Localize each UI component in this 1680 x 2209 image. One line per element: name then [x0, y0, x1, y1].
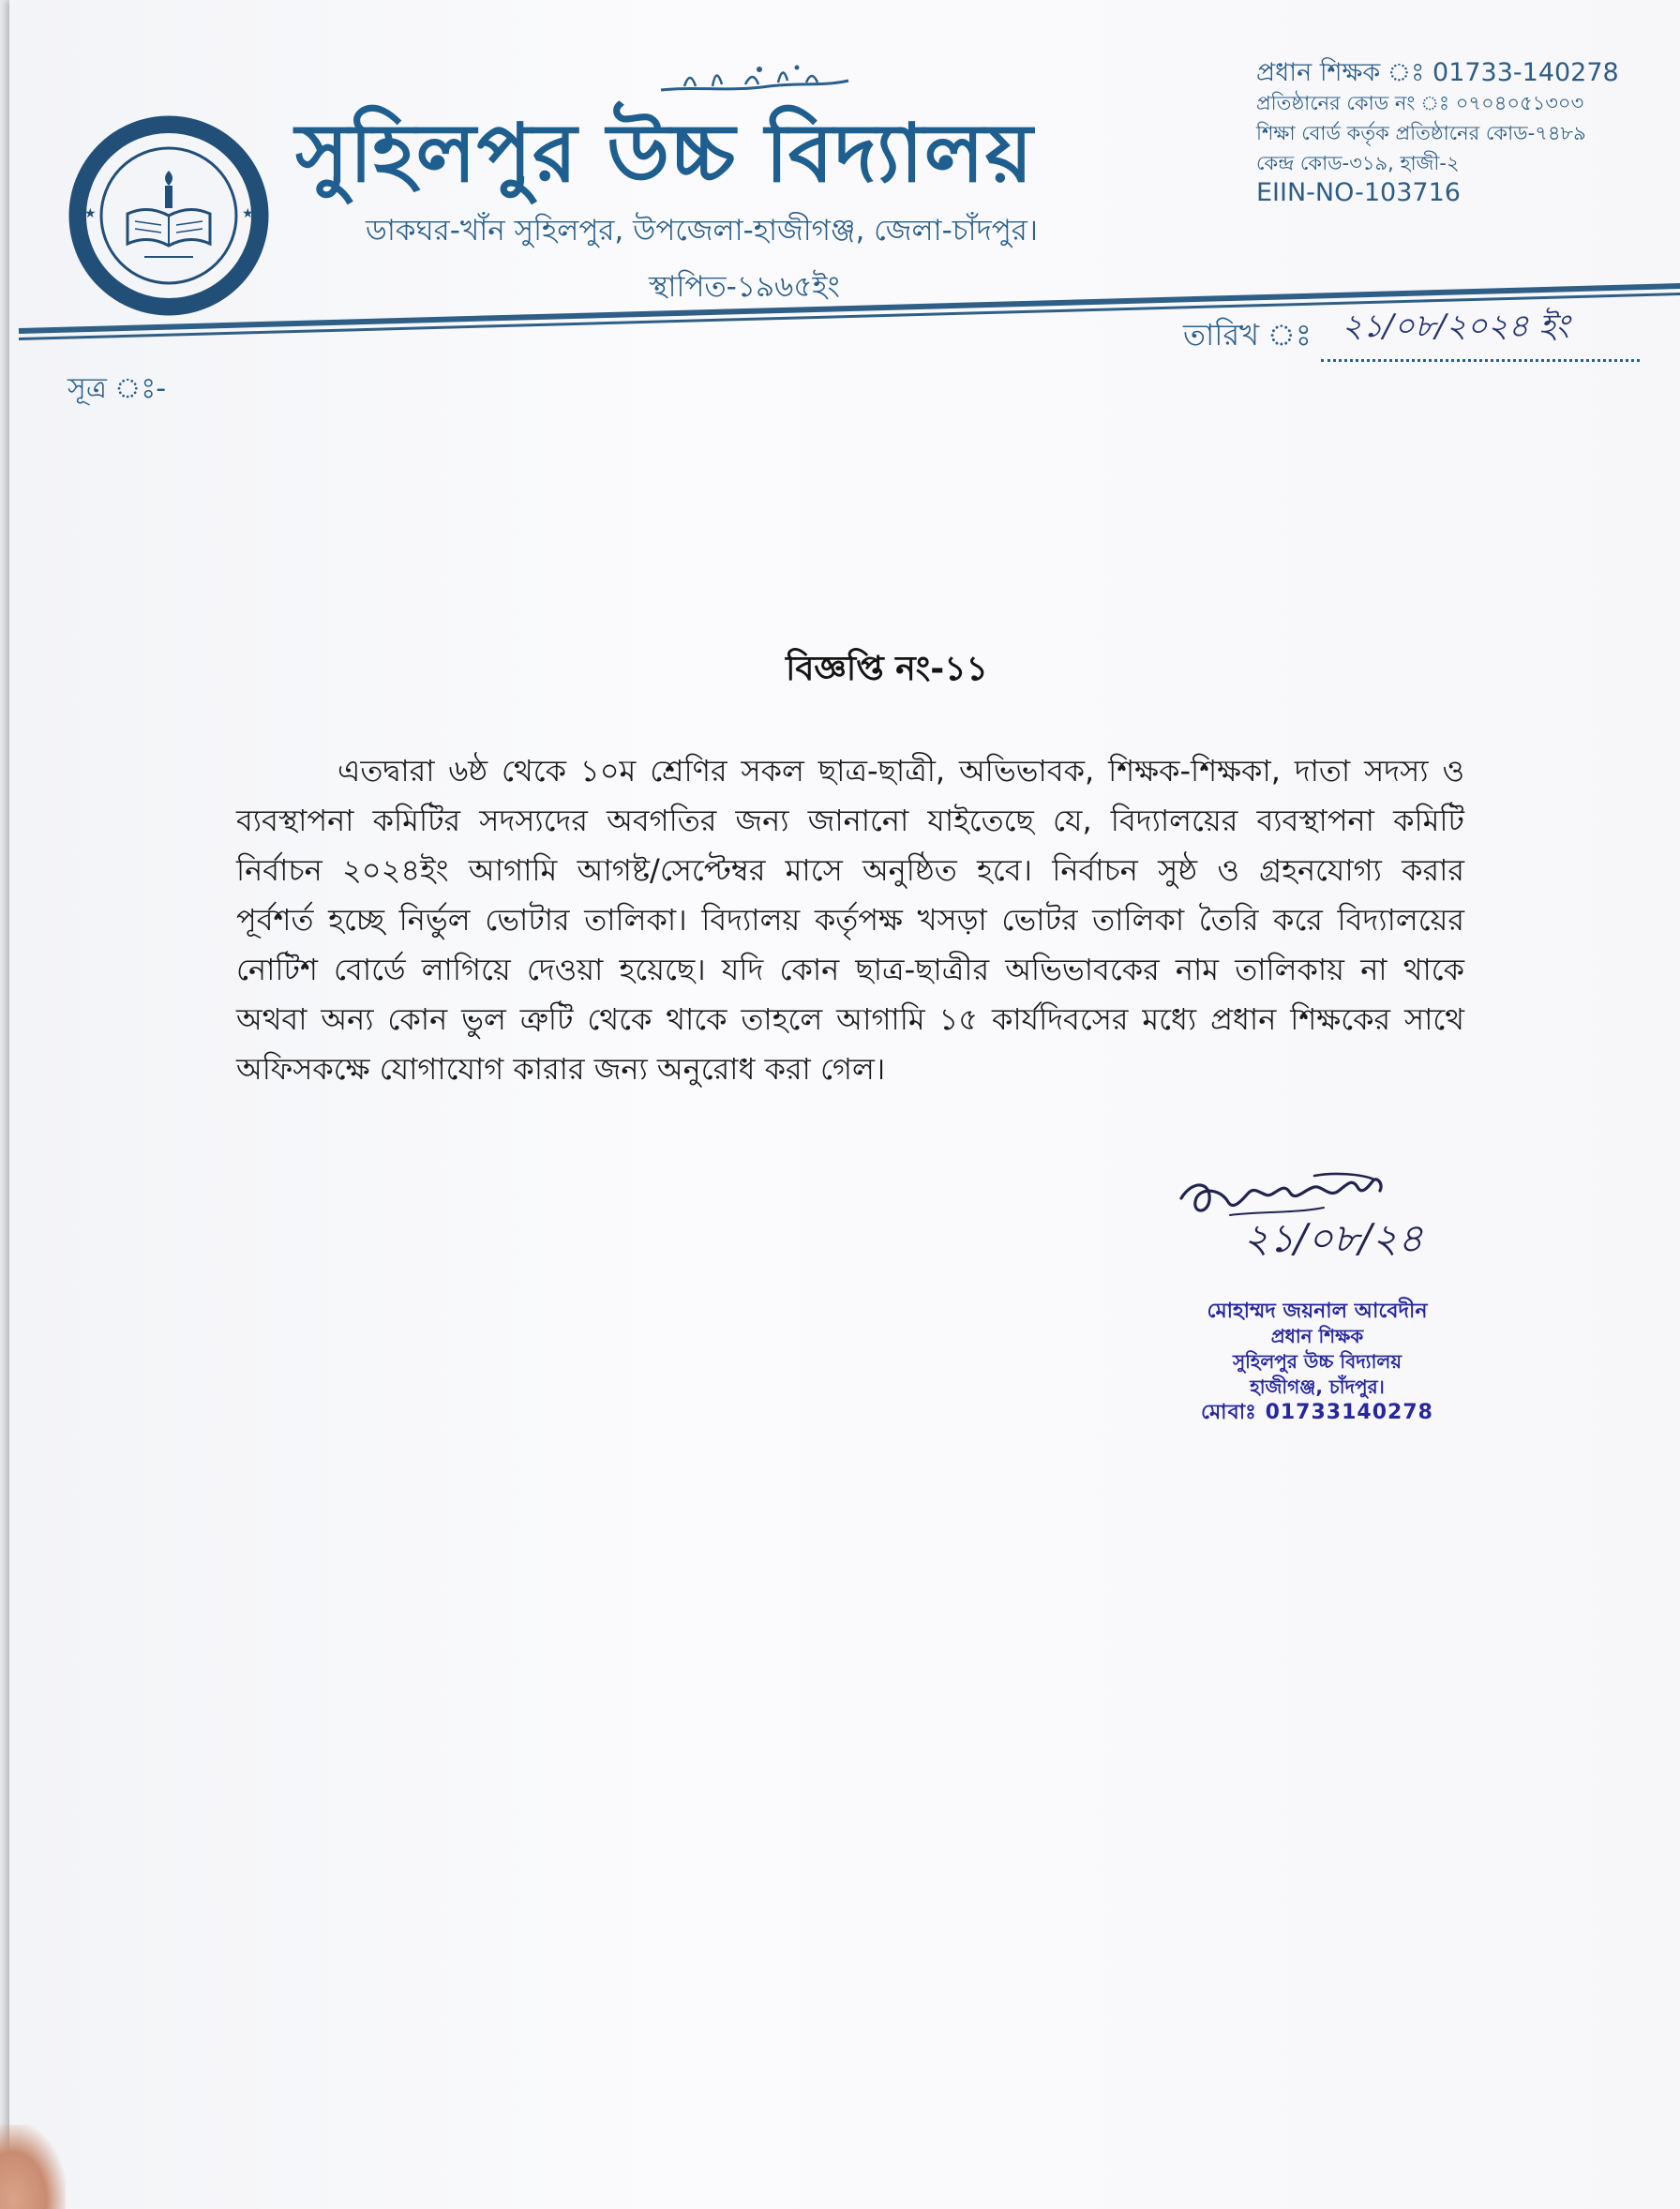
school-address: ডাকঘর-খাঁন সুহিলপুর, উপজেলা-হাজীগঞ্জ, জেলা-চাঁদপুর।	[366, 214, 1038, 248]
letter-page	[9, 0, 1680, 2209]
notice-line: অথবা অন্য কোন ভুল ত্রুটি থেকে থাকে তাহলে আগামি ১৫ কার্যদিবসের মধ্যে প্রধান শিক্ষকের সাথে	[236, 1001, 1464, 1037]
notice-line: এতদ্বারা ৬ষ্ঠ থেকে ১০ম শ্রেণির সকল ছাত্র-ছাত্রী, অভিভাবক, শিক্ষক-শিক্ষকা, দাতা সদস্য ও	[338, 753, 1464, 789]
stamp-phone: মোবাঃ 01733140278	[1201, 1401, 1433, 1424]
notice-line: নোটিশ বোর্ডে লাগিয়ে দেওয়া হয়েছে। যদি কোন ছাত্র-ছাত্রীর অভিভাবকের নাম তালিকায় না থাকে	[236, 952, 1464, 987]
school-name: সুহিলপুর উচ্চ বিদ্যালয়	[295, 107, 1034, 201]
date-label: তারিখ ঃ	[1183, 317, 1312, 353]
notice-title: বিজ্ঞপ্তি নং-১১	[786, 650, 988, 688]
reference-label: সূত্র ঃ-	[68, 372, 167, 405]
stamp-school: সুহিলপুর উচ্চ বিদ্যালয়	[1232, 1350, 1402, 1373]
stamp-designation: প্রধান শিক্ষক	[1270, 1325, 1364, 1347]
stamp-name: মোহাম্মদ জয়নাল আবেদীন	[1207, 1300, 1428, 1323]
eiin-number: EIIN-NO-103716	[1256, 178, 1461, 207]
finger-edge	[0, 2125, 66, 2209]
signature-date: ২১/০৮/২৪	[1243, 1215, 1423, 1261]
headmaster-phone: প্রধান শিক্ষক ঃ 01733-140278	[1256, 58, 1619, 87]
institution-code: প্রতিষ্ঠানের কোড নং ঃ ০৭০৪০৫১৩০৩	[1256, 92, 1584, 114]
date-handwritten: ২১/০৮/২০২৪ ইং	[1342, 308, 1569, 345]
notice-line: পূর্বশর্ত হচ্ছে নির্ভুল ভোটার তালিকা। বিদ্যালয় কর্তৃপক্ষ খসড়া ভোটর তালিকা তৈরি করে বিদ্যালয়ের	[236, 902, 1464, 938]
svg-text:★: ★	[242, 206, 254, 221]
date-field	[1183, 308, 1640, 362]
school-seal-logo	[66, 113, 272, 319]
board-code: শিক্ষা বোর্ড কর্তৃক প্রতিষ্ঠানের কোড-৭৪৮৯	[1256, 122, 1586, 144]
center-code: কেন্দ্র কোড-৩১৯, হাজী-২	[1256, 152, 1460, 174]
stamp-location: হাজীগঞ্জ, চাঁদপুর।	[1250, 1375, 1385, 1398]
headmaster-stamp	[1158, 1299, 1477, 1425]
notice-body	[236, 746, 1464, 1094]
notice-line: ব্যবস্থাপনা কমিটির সদস্যদের অবগতির জন্য জানানো যাইতেছে যে, বিদ্যালয়ের ব্যবস্থাপনা কমিটি	[236, 803, 1464, 838]
svg-text:★: ★	[84, 206, 97, 221]
established-year: স্থাপিত-১৯৬৫ইং	[649, 270, 840, 304]
notice-line: অফিসকক্ষে যোগাযোগ কারার জন্য অনুরোধ করা গেল।	[236, 1051, 886, 1087]
notice-line: নির্বাচন ২০২৪ইং আগামি আগষ্ট/সেপ্টেম্বর মাসে অনুষ্ঠিত হবে। নির্বাচন সুষ্ঠ ও গ্রহনযোগ্য করার	[236, 852, 1464, 888]
date-dotted-line	[1321, 308, 1640, 362]
contact-block	[1256, 58, 1669, 208]
